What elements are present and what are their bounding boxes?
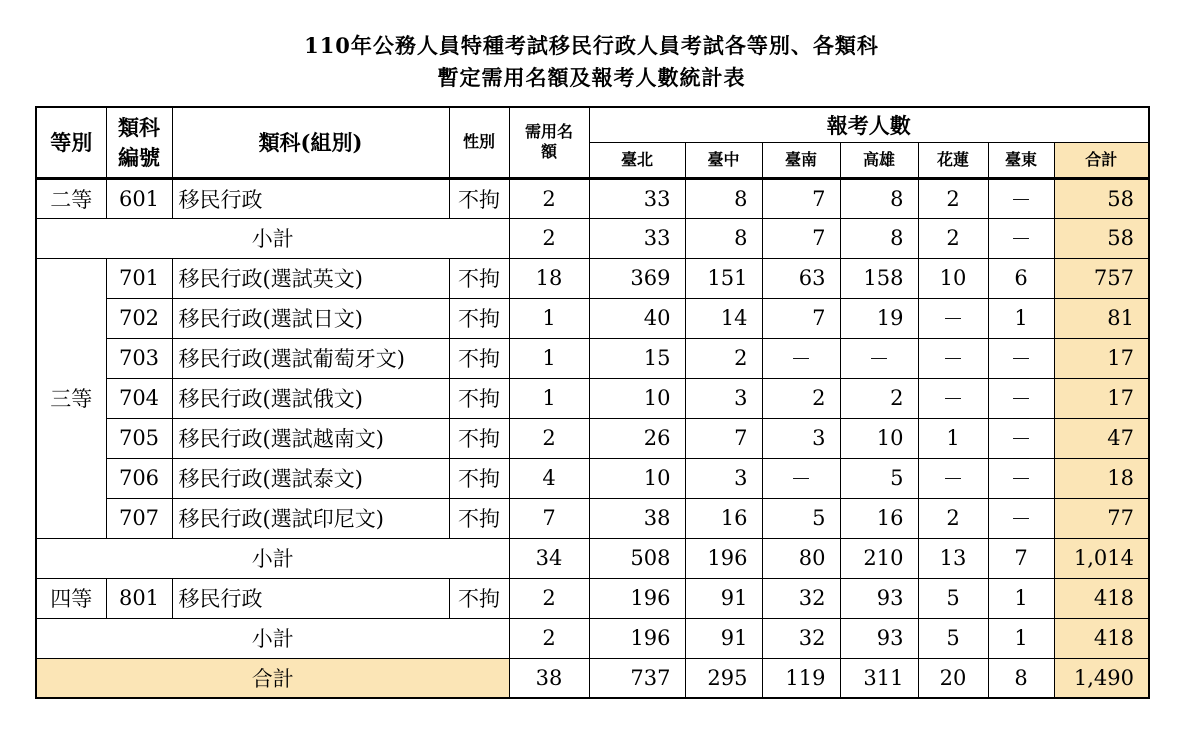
count-cell: 8 [840, 218, 918, 258]
count-cell: 369 [589, 258, 685, 298]
subtotal-label: 小計 [36, 618, 509, 658]
count-cell: 10 [918, 258, 988, 298]
quota-cell: 1 [509, 378, 589, 418]
subject-cell: 移民行政(選試泰文) [172, 458, 449, 498]
count-cell: 2 [685, 338, 762, 378]
total-cell: 47 [1054, 418, 1149, 458]
title-line-2: 暫定需用名額及報考人數統計表 [437, 65, 746, 90]
count-cell: 5 [840, 458, 918, 498]
gender-cell: 不拘 [449, 298, 509, 338]
code-cell: 707 [106, 498, 172, 538]
count-cell: 10 [840, 418, 918, 458]
code-cell: 705 [106, 418, 172, 458]
count-cell: 508 [589, 538, 685, 578]
count-cell: 3 [685, 378, 762, 418]
count-cell: 15 [589, 338, 685, 378]
total-cell: 58 [1054, 178, 1149, 218]
grade-cell: 二等 [36, 178, 106, 218]
code-cell: 801 [106, 578, 172, 618]
code-cell: 701 [106, 258, 172, 298]
quota-cell: 1 [509, 338, 589, 378]
header-region: 花蓮 [918, 142, 988, 178]
grade-cell: 四等 [36, 578, 106, 618]
count-cell: － [918, 338, 988, 378]
count-cell: － [762, 458, 840, 498]
count-cell: 91 [685, 578, 762, 618]
count-cell: 8 [685, 218, 762, 258]
count-cell: 2 [918, 178, 988, 218]
count-cell: 210 [840, 538, 918, 578]
gender-cell: 不拘 [449, 178, 509, 218]
count-cell: 33 [589, 218, 685, 258]
count-cell: 93 [840, 578, 918, 618]
count-cell: 1 [988, 298, 1054, 338]
statistics-table [35, 106, 1150, 699]
count-cell: － [988, 498, 1054, 538]
count-cell: 2 [918, 218, 988, 258]
count-cell: 5 [762, 498, 840, 538]
count-cell: 80 [762, 538, 840, 578]
quota-cell: 2 [509, 178, 589, 218]
header-region: 臺南 [762, 142, 840, 178]
header-quota [509, 107, 589, 178]
count-cell: 19 [840, 298, 918, 338]
count-cell: 6 [988, 258, 1054, 298]
code-cell: 703 [106, 338, 172, 378]
subject-cell: 移民行政(選試日文) [172, 298, 449, 338]
total-cell: 18 [1054, 458, 1149, 498]
count-cell: 14 [685, 298, 762, 338]
total-cell: 58 [1054, 218, 1149, 258]
count-cell: 1 [988, 618, 1054, 658]
subject-cell: 移民行政 [172, 578, 449, 618]
table-row [36, 498, 1149, 538]
table-row [36, 378, 1149, 418]
count-cell: － [840, 338, 918, 378]
subject-cell: 移民行政(選試俄文) [172, 378, 449, 418]
quota-cell: 34 [509, 538, 589, 578]
gender-cell: 不拘 [449, 498, 509, 538]
grand-total-row [36, 658, 1149, 698]
count-cell: 2 [840, 378, 918, 418]
count-cell: 8 [840, 178, 918, 218]
subject-cell: 移民行政(選試越南文) [172, 418, 449, 458]
total-cell: 81 [1054, 298, 1149, 338]
header-applicants: 報考人數 [589, 107, 1149, 142]
count-cell: 10 [589, 458, 685, 498]
header-gender: 性別 [449, 107, 509, 178]
quota-cell: 4 [509, 458, 589, 498]
quota-cell: 2 [509, 418, 589, 458]
count-cell: 26 [589, 418, 685, 458]
code-cell: 706 [106, 458, 172, 498]
header-code-line1: 類科 [118, 115, 160, 141]
total-cell: 1,490 [1054, 658, 1149, 698]
count-cell: 3 [685, 458, 762, 498]
count-cell: 3 [762, 418, 840, 458]
count-cell: 196 [685, 538, 762, 578]
count-cell: － [988, 338, 1054, 378]
count-cell: － [988, 458, 1054, 498]
table-row [36, 298, 1149, 338]
total-cell: 17 [1054, 378, 1149, 418]
quota-cell: 2 [509, 218, 589, 258]
count-cell: 7 [762, 298, 840, 338]
count-cell: 5 [918, 578, 988, 618]
quota-cell: 2 [509, 578, 589, 618]
gender-cell: 不拘 [449, 258, 509, 298]
count-cell: 7 [988, 538, 1054, 578]
count-cell: 91 [685, 618, 762, 658]
header-code-line2: 編號 [118, 145, 160, 171]
table-row [36, 338, 1149, 378]
count-cell: 10 [589, 378, 685, 418]
subject-cell: 移民行政(選試葡萄牙文) [172, 338, 449, 378]
total-cell: 418 [1054, 618, 1149, 658]
count-cell: － [918, 378, 988, 418]
count-cell: 32 [762, 618, 840, 658]
count-cell: 2 [762, 378, 840, 418]
count-cell: 40 [589, 298, 685, 338]
header-code [106, 107, 172, 178]
quota-cell: 2 [509, 618, 589, 658]
subtotal-label: 小計 [36, 218, 509, 258]
header-total: 合計 [1054, 142, 1149, 178]
count-cell: 13 [918, 538, 988, 578]
header-region: 臺中 [685, 142, 762, 178]
count-cell: 38 [589, 498, 685, 538]
subtotal-label: 小計 [36, 538, 509, 578]
quota-cell: 18 [509, 258, 589, 298]
subtotal-row [36, 618, 1149, 658]
subject-cell: 移民行政(選試英文) [172, 258, 449, 298]
count-cell: 33 [589, 178, 685, 218]
table-row [36, 418, 1149, 458]
count-cell: 7 [762, 218, 840, 258]
count-cell: 1 [918, 418, 988, 458]
count-cell: 151 [685, 258, 762, 298]
count-cell: 8 [685, 178, 762, 218]
header-quota-line1: 需用名 [524, 122, 573, 142]
count-cell: － [988, 218, 1054, 258]
table-row [36, 258, 1149, 298]
count-cell: 311 [840, 658, 918, 698]
count-cell: 196 [589, 618, 685, 658]
subtotal-row [36, 218, 1149, 258]
count-cell: － [988, 378, 1054, 418]
header-quota-line2: 額 [540, 142, 557, 162]
count-cell: － [762, 338, 840, 378]
gender-cell: 不拘 [449, 418, 509, 458]
title-line-1: 110年公務人員特種考試移民行政人員考試各等別、各類科 [304, 33, 879, 58]
gender-cell: 不拘 [449, 378, 509, 418]
count-cell: 5 [918, 618, 988, 658]
gender-cell: 不拘 [449, 458, 509, 498]
count-cell: 7 [685, 418, 762, 458]
table-row [36, 458, 1149, 498]
table-row [36, 178, 1149, 218]
total-cell: 757 [1054, 258, 1149, 298]
code-cell: 601 [106, 178, 172, 218]
header-region: 臺東 [988, 142, 1054, 178]
code-cell: 704 [106, 378, 172, 418]
count-cell: 63 [762, 258, 840, 298]
subject-cell: 移民行政 [172, 178, 449, 218]
quota-cell: 7 [509, 498, 589, 538]
count-cell: 16 [840, 498, 918, 538]
count-cell: 1 [988, 578, 1054, 618]
table-row [36, 578, 1149, 618]
quota-cell: 1 [509, 298, 589, 338]
header-region: 臺北 [589, 142, 685, 178]
grand-total-label: 合計 [36, 658, 509, 698]
total-cell: 17 [1054, 338, 1149, 378]
count-cell: 737 [589, 658, 685, 698]
count-cell: 8 [988, 658, 1054, 698]
total-cell: 418 [1054, 578, 1149, 618]
count-cell: 2 [918, 498, 988, 538]
count-cell: 7 [762, 178, 840, 218]
count-cell: 32 [762, 578, 840, 618]
header-region: 高雄 [840, 142, 918, 178]
quota-cell: 38 [509, 658, 589, 698]
count-cell: － [988, 418, 1054, 458]
code-cell: 702 [106, 298, 172, 338]
total-cell: 1,014 [1054, 538, 1149, 578]
total-cell: 77 [1054, 498, 1149, 538]
count-cell: － [988, 178, 1054, 218]
subtotal-row [36, 538, 1149, 578]
count-cell: 295 [685, 658, 762, 698]
count-cell: 20 [918, 658, 988, 698]
count-cell: － [918, 458, 988, 498]
count-cell: 93 [840, 618, 918, 658]
count-cell: 196 [589, 578, 685, 618]
count-cell: 16 [685, 498, 762, 538]
count-cell: 119 [762, 658, 840, 698]
count-cell: － [918, 298, 988, 338]
count-cell: 158 [840, 258, 918, 298]
subject-cell: 移民行政(選試印尼文) [172, 498, 449, 538]
header-grade: 等別 [36, 107, 106, 178]
gender-cell: 不拘 [449, 338, 509, 378]
header-subject: 類科(組別) [172, 107, 449, 178]
grade-cell: 三等 [36, 258, 106, 538]
gender-cell: 不拘 [449, 578, 509, 618]
